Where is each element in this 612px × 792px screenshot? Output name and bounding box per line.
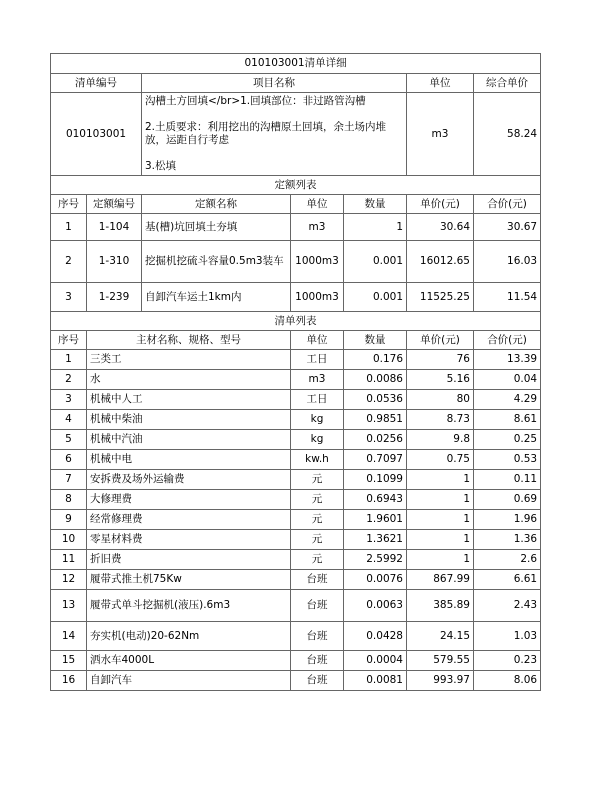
material-no: 6 xyxy=(51,450,87,470)
material-qty: 0.0086 xyxy=(344,370,407,390)
material-qty: 1.3621 xyxy=(344,530,407,550)
material-row xyxy=(51,390,541,410)
material-total: 4.29 xyxy=(474,390,541,410)
material-row xyxy=(51,530,541,550)
quota-row xyxy=(51,214,541,241)
quota-price: 16012.65 xyxy=(407,241,474,283)
quota-name: 自卸汽车运土1km内 xyxy=(142,283,291,312)
material-qty: 1.9601 xyxy=(344,510,407,530)
header-unit: 单位 xyxy=(407,74,474,93)
quota-code: 1-239 xyxy=(87,283,142,312)
material-unit: 台班 xyxy=(291,622,344,651)
material-name: 机械中柴油 xyxy=(87,410,291,430)
quota-unit: 1000m3 xyxy=(291,241,344,283)
material-unit: kg xyxy=(291,430,344,450)
quota-header-price: 单价(元) xyxy=(407,195,474,214)
material-name: 折旧费 xyxy=(87,550,291,570)
material-total: 1.96 xyxy=(474,510,541,530)
material-qty: 0.6943 xyxy=(344,490,407,510)
material-header-unit: 单位 xyxy=(291,331,344,350)
material-name: 安拆费及场外运输费 xyxy=(87,470,291,490)
item-desc-line: 沟槽土方回填</br>1.回填部位：非过路管沟槽 xyxy=(145,95,366,107)
material-no: 15 xyxy=(51,651,87,671)
material-price: 5.16 xyxy=(407,370,474,390)
material-name: 夯实机(电动)20-62Nm xyxy=(87,622,291,651)
quota-section-title: 定额列表 xyxy=(51,176,541,195)
quota-price: 30.64 xyxy=(407,214,474,241)
material-qty: 0.0063 xyxy=(344,590,407,622)
quota-header-qty: 数量 xyxy=(344,195,407,214)
quota-qty: 0.001 xyxy=(344,283,407,312)
material-row xyxy=(51,470,541,490)
material-name: 三类工 xyxy=(87,350,291,370)
material-unit: 台班 xyxy=(291,671,344,691)
material-name: 自卸汽车 xyxy=(87,671,291,691)
quota-code: 1-310 xyxy=(87,241,142,283)
quota-header-code: 定额编号 xyxy=(87,195,142,214)
material-unit: 工日 xyxy=(291,350,344,370)
material-row xyxy=(51,590,541,622)
material-price: 579.55 xyxy=(407,651,474,671)
material-name: 洒水车4000L xyxy=(87,651,291,671)
material-row xyxy=(51,490,541,510)
page-title: 010103001清单详细 xyxy=(51,54,541,74)
quota-row xyxy=(51,283,541,312)
material-total: 6.61 xyxy=(474,570,541,590)
material-name: 机械中人工 xyxy=(87,390,291,410)
material-header-qty: 数量 xyxy=(344,331,407,350)
material-section-title: 清单列表 xyxy=(51,312,541,331)
material-header-name: 主材名称、规格、型号 xyxy=(87,331,291,350)
material-qty: 0.176 xyxy=(344,350,407,370)
material-qty: 2.5992 xyxy=(344,550,407,570)
quota-no: 2 xyxy=(51,241,87,283)
material-unit: 元 xyxy=(291,530,344,550)
material-no: 12 xyxy=(51,570,87,590)
material-unit: kw.h xyxy=(291,450,344,470)
header-code: 清单编号 xyxy=(51,74,142,93)
material-no: 11 xyxy=(51,550,87,570)
material-name: 机械中汽油 xyxy=(87,430,291,450)
material-total: 0.23 xyxy=(474,651,541,671)
material-price: 385.89 xyxy=(407,590,474,622)
material-no: 3 xyxy=(51,390,87,410)
material-unit: 台班 xyxy=(291,570,344,590)
material-name: 经常修理费 xyxy=(87,510,291,530)
item-unit: m3 xyxy=(407,93,474,176)
quota-no: 1 xyxy=(51,214,87,241)
quota-price: 11525.25 xyxy=(407,283,474,312)
material-qty: 0.0081 xyxy=(344,671,407,691)
material-row xyxy=(51,370,541,390)
quota-header-unit: 单位 xyxy=(291,195,344,214)
material-no: 1 xyxy=(51,350,87,370)
material-total: 1.03 xyxy=(474,622,541,651)
item-desc-line: 2.土质要求：利用挖出的沟槽原土回填，余土场内堆放，运距自行考虑 xyxy=(145,121,387,146)
header-name: 项目名称 xyxy=(142,74,407,93)
quota-row xyxy=(51,241,541,283)
material-qty: 0.1099 xyxy=(344,470,407,490)
material-unit: 元 xyxy=(291,490,344,510)
material-row xyxy=(51,430,541,450)
material-no: 13 xyxy=(51,590,87,622)
material-row xyxy=(51,671,541,691)
material-qty: 0.9851 xyxy=(344,410,407,430)
material-name: 机械中电 xyxy=(87,450,291,470)
material-price: 1 xyxy=(407,510,474,530)
material-unit: 元 xyxy=(291,510,344,530)
material-unit: 工日 xyxy=(291,390,344,410)
material-row xyxy=(51,651,541,671)
material-row xyxy=(51,450,541,470)
quota-unit: m3 xyxy=(291,214,344,241)
material-name: 大修理费 xyxy=(87,490,291,510)
material-qty: 0.0076 xyxy=(344,570,407,590)
material-total: 2.6 xyxy=(474,550,541,570)
quota-total: 11.54 xyxy=(474,283,541,312)
material-name: 履带式推土机75Kw xyxy=(87,570,291,590)
material-price: 867.99 xyxy=(407,570,474,590)
material-row xyxy=(51,350,541,370)
material-total: 8.06 xyxy=(474,671,541,691)
material-total: 0.11 xyxy=(474,470,541,490)
material-price: 76 xyxy=(407,350,474,370)
material-unit: 元 xyxy=(291,550,344,570)
bill-item-row xyxy=(51,93,541,176)
material-unit: 台班 xyxy=(291,651,344,671)
material-total: 13.39 xyxy=(474,350,541,370)
material-total: 2.43 xyxy=(474,590,541,622)
quota-header-no: 序号 xyxy=(51,195,87,214)
material-name: 履带式单斗挖掘机(液压).6m3 xyxy=(87,590,291,622)
quota-total: 16.03 xyxy=(474,241,541,283)
item-desc-line: 3.松填 xyxy=(145,160,177,172)
material-header-total: 合价(元) xyxy=(474,331,541,350)
material-qty: 0.0428 xyxy=(344,622,407,651)
material-no: 8 xyxy=(51,490,87,510)
material-total: 1.36 xyxy=(474,530,541,550)
material-unit: 台班 xyxy=(291,590,344,622)
material-no: 7 xyxy=(51,470,87,490)
material-row xyxy=(51,510,541,530)
quota-total: 30.67 xyxy=(474,214,541,241)
quota-code: 1-104 xyxy=(87,214,142,241)
bill-detail-table xyxy=(50,53,541,691)
material-unit: kg xyxy=(291,410,344,430)
material-total: 8.61 xyxy=(474,410,541,430)
material-no: 16 xyxy=(51,671,87,691)
material-qty: 0.0004 xyxy=(344,651,407,671)
material-header-row xyxy=(51,331,541,350)
material-header-no: 序号 xyxy=(51,331,87,350)
material-row xyxy=(51,410,541,430)
material-unit: 元 xyxy=(291,470,344,490)
material-total: 0.69 xyxy=(474,490,541,510)
material-total: 0.53 xyxy=(474,450,541,470)
material-price: 80 xyxy=(407,390,474,410)
quota-no: 3 xyxy=(51,283,87,312)
material-qty: 0.7097 xyxy=(344,450,407,470)
material-price: 8.73 xyxy=(407,410,474,430)
item-code: 010103001 xyxy=(51,93,142,176)
quota-header-row xyxy=(51,195,541,214)
material-name: 零星材料费 xyxy=(87,530,291,550)
material-total: 0.04 xyxy=(474,370,541,390)
material-row xyxy=(51,622,541,651)
item-description xyxy=(142,93,407,176)
quota-qty: 1 xyxy=(344,214,407,241)
material-price: 1 xyxy=(407,490,474,510)
material-price: 9.8 xyxy=(407,430,474,450)
material-no: 4 xyxy=(51,410,87,430)
quota-unit: 1000m3 xyxy=(291,283,344,312)
material-total: 0.25 xyxy=(474,430,541,450)
material-unit: m3 xyxy=(291,370,344,390)
quota-header-total: 合价(元) xyxy=(474,195,541,214)
quota-header-name: 定额名称 xyxy=(142,195,291,214)
material-header-price: 单价(元) xyxy=(407,331,474,350)
material-no: 2 xyxy=(51,370,87,390)
material-no: 9 xyxy=(51,510,87,530)
quota-qty: 0.001 xyxy=(344,241,407,283)
material-row xyxy=(51,570,541,590)
header-price: 综合单价 xyxy=(474,74,541,93)
material-no: 5 xyxy=(51,430,87,450)
material-row xyxy=(51,550,541,570)
material-name: 水 xyxy=(87,370,291,390)
material-qty: 0.0536 xyxy=(344,390,407,410)
item-price: 58.24 xyxy=(474,93,541,176)
material-price: 1 xyxy=(407,530,474,550)
quota-name: 基(槽)坑回填土夯填 xyxy=(142,214,291,241)
material-no: 14 xyxy=(51,622,87,651)
material-price: 0.75 xyxy=(407,450,474,470)
material-no: 10 xyxy=(51,530,87,550)
quota-name: 挖掘机挖硫斗容量0.5m3装车 xyxy=(142,241,291,283)
material-qty: 0.0256 xyxy=(344,430,407,450)
material-price: 993.97 xyxy=(407,671,474,691)
material-price: 24.15 xyxy=(407,622,474,651)
material-price: 1 xyxy=(407,470,474,490)
material-price: 1 xyxy=(407,550,474,570)
